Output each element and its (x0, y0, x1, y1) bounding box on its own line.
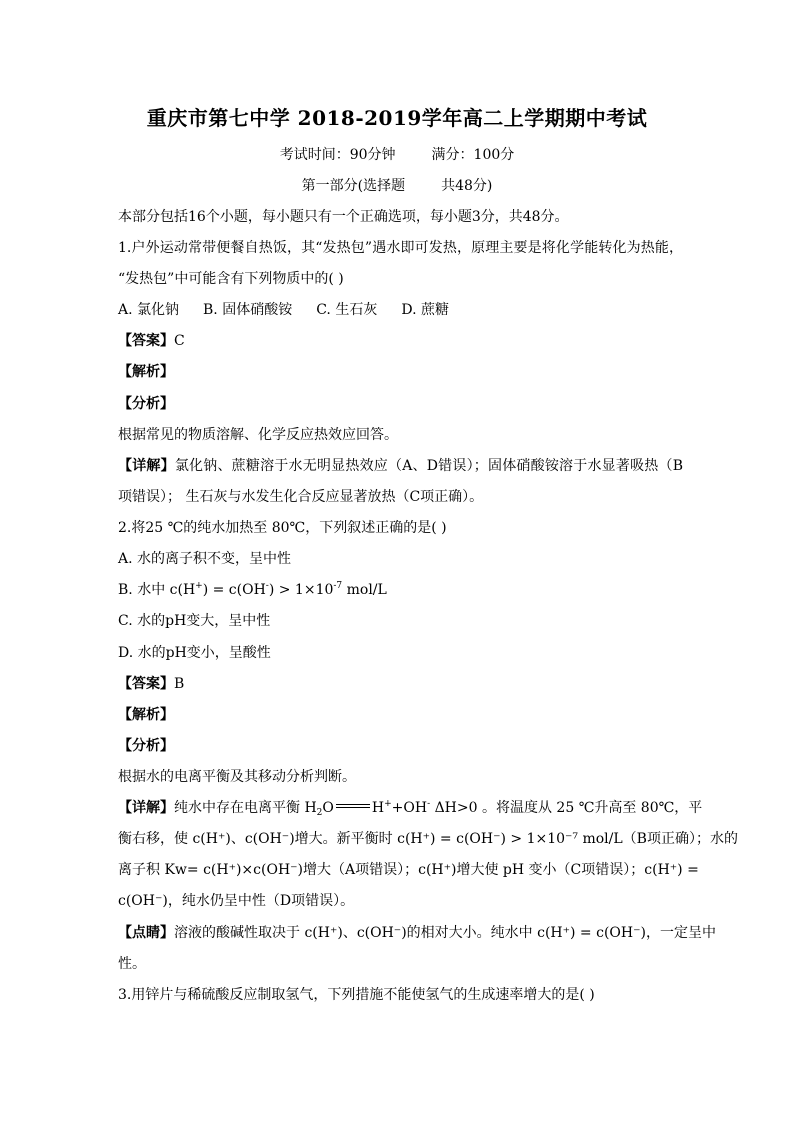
q1-detail-line1 (118, 456, 683, 476)
q1-answer (118, 331, 683, 351)
part-heading-label: 第一部分(选择题 (301, 178, 406, 194)
q2-analysis: 根据水的电离平衡及其移动分析判断。 (118, 769, 356, 785)
q1-fenxi-label: 【分析】 (118, 396, 174, 412)
answer-label: 【答案】 (118, 333, 174, 349)
detail-label: 【详解】 (118, 458, 175, 474)
answer-label: 【答案】 (118, 676, 174, 692)
exam-title: 重庆市第七中学 2018-2019学年高二上学期期中考试 (146, 106, 648, 130)
part-intro: 本部分包括16个小题，每小题只有一个正确选项，每小题3分，共48分。 (118, 209, 569, 225)
q2-option-b-unit: mol/L (342, 582, 387, 598)
q2-detail-line1 (118, 798, 703, 818)
q1-stem-line2: “发热包”中可能含有下列物质中的( ) (118, 271, 344, 287)
q2-option-b-part3: ) > 1×10 (268, 582, 334, 598)
q1-stem-line1: 1.户外运动常带便餐自热饭，其“发热包”遇水即可发热，原理主要是将化学能转化为热能， (118, 240, 683, 256)
q2-option-a: A. 水的离子积不变，呈中性 (118, 551, 292, 567)
subscript-2: 2 (316, 808, 323, 818)
q2-note-line2: 性。 (118, 956, 146, 972)
exam-info (0, 144, 794, 164)
q1-jiexi-label: 【解析】 (118, 364, 174, 380)
q2-detail-line3: 离子积 Kw= c(H⁺)×c(OH⁻)增大（A项错误）；c(H⁺)增大使 pH 变小（C项错误）；c(H⁺) = (118, 862, 699, 878)
q1-option-a: A. 氯化钠 (118, 302, 180, 318)
q2-detail-text-d: +OH (391, 800, 428, 816)
exam-time: 考试时间：90分钟 (279, 147, 396, 163)
q2-stem: 2.将25 ℃的纯水加热至 80℃，下列叙述正确的是( ) (118, 520, 447, 536)
minus-sup: - (265, 581, 269, 591)
part-heading (0, 175, 794, 195)
q2-jiexi-label: 【解析】 (118, 707, 174, 723)
answer-value: C (174, 333, 185, 349)
q2-option-b-part2: ) = c(OH (202, 582, 266, 598)
q2-detail-line2: 衡右移，使 c(H⁺)、c(OH⁻)增大。新平衡时 c(H⁺) = c(OH⁻) > 1×10⁻⁷ mol/L（B项正确）；水的 (118, 831, 738, 847)
q2-detail-text-c: H (371, 800, 385, 816)
answer-value: B (174, 676, 185, 692)
q1-options (118, 300, 683, 320)
note-label: 【点睛】 (118, 925, 174, 941)
exponent: -7 (333, 581, 343, 591)
q2-option-b-part1: B. 水中 c(H (118, 582, 196, 598)
q2-option-c: C. 水的pH变大，呈中性 (118, 613, 271, 629)
q1-analysis: 根据常见的物质溶解、化学反应热效应回答。 (118, 427, 398, 443)
q2-note-text1: 溶液的酸碱性取决于 c(H⁺)、c(OH⁻)的相对大小。纯水中 c(H⁺) = c(OH⁻)，一定呈中 (174, 925, 716, 941)
q1-option-b: B. 固体硝酸铵 (203, 302, 293, 318)
detail-label: 【详解】 (118, 800, 174, 816)
plus-sup: + (195, 581, 203, 591)
q2-detail-text-b: O (322, 800, 334, 816)
part-total: 共48分) (441, 178, 493, 194)
q2-fenxi-label: 【分析】 (118, 738, 174, 754)
q1-detail-text1: 氯化钠、蔗糖溶于水无明显热效应（A、D错误）；固体硝酸铵溶于水显著吸热（B (174, 458, 684, 474)
q2-detail-line4: c(OH⁻)，纯水仍呈中性（D项错误）。 (118, 893, 355, 909)
full-score: 满分：100分 (431, 147, 515, 163)
minus-sup: - (427, 799, 431, 809)
q1-option-d: D. 蔗糖 (401, 302, 449, 318)
q1-detail-line2: 项错误）； 生石灰与水发生化合反应显著放热（C项正确）。 (118, 489, 484, 505)
q2-option-b (118, 580, 683, 600)
q1-option-c: C. 生石灰 (316, 302, 378, 318)
q2-detail-text-a: 纯水中存在电离平衡 H (174, 800, 317, 816)
q2-option-d: D. 水的pH变小，呈酸性 (118, 645, 271, 661)
q3-stem: 3.用锌片与稀硫酸反应制取氢气，下列措施不能使氢气的生成速率增大的是( ) (118, 987, 595, 1003)
q2-detail-text-e: ΔH>0 。将温度从 25 ℃升高至 80℃，平 (430, 800, 703, 816)
equilibrium-arrow-icon (336, 804, 370, 808)
q2-note-line1 (118, 923, 716, 943)
q2-answer (118, 674, 683, 694)
plus-sup: + (384, 799, 392, 809)
